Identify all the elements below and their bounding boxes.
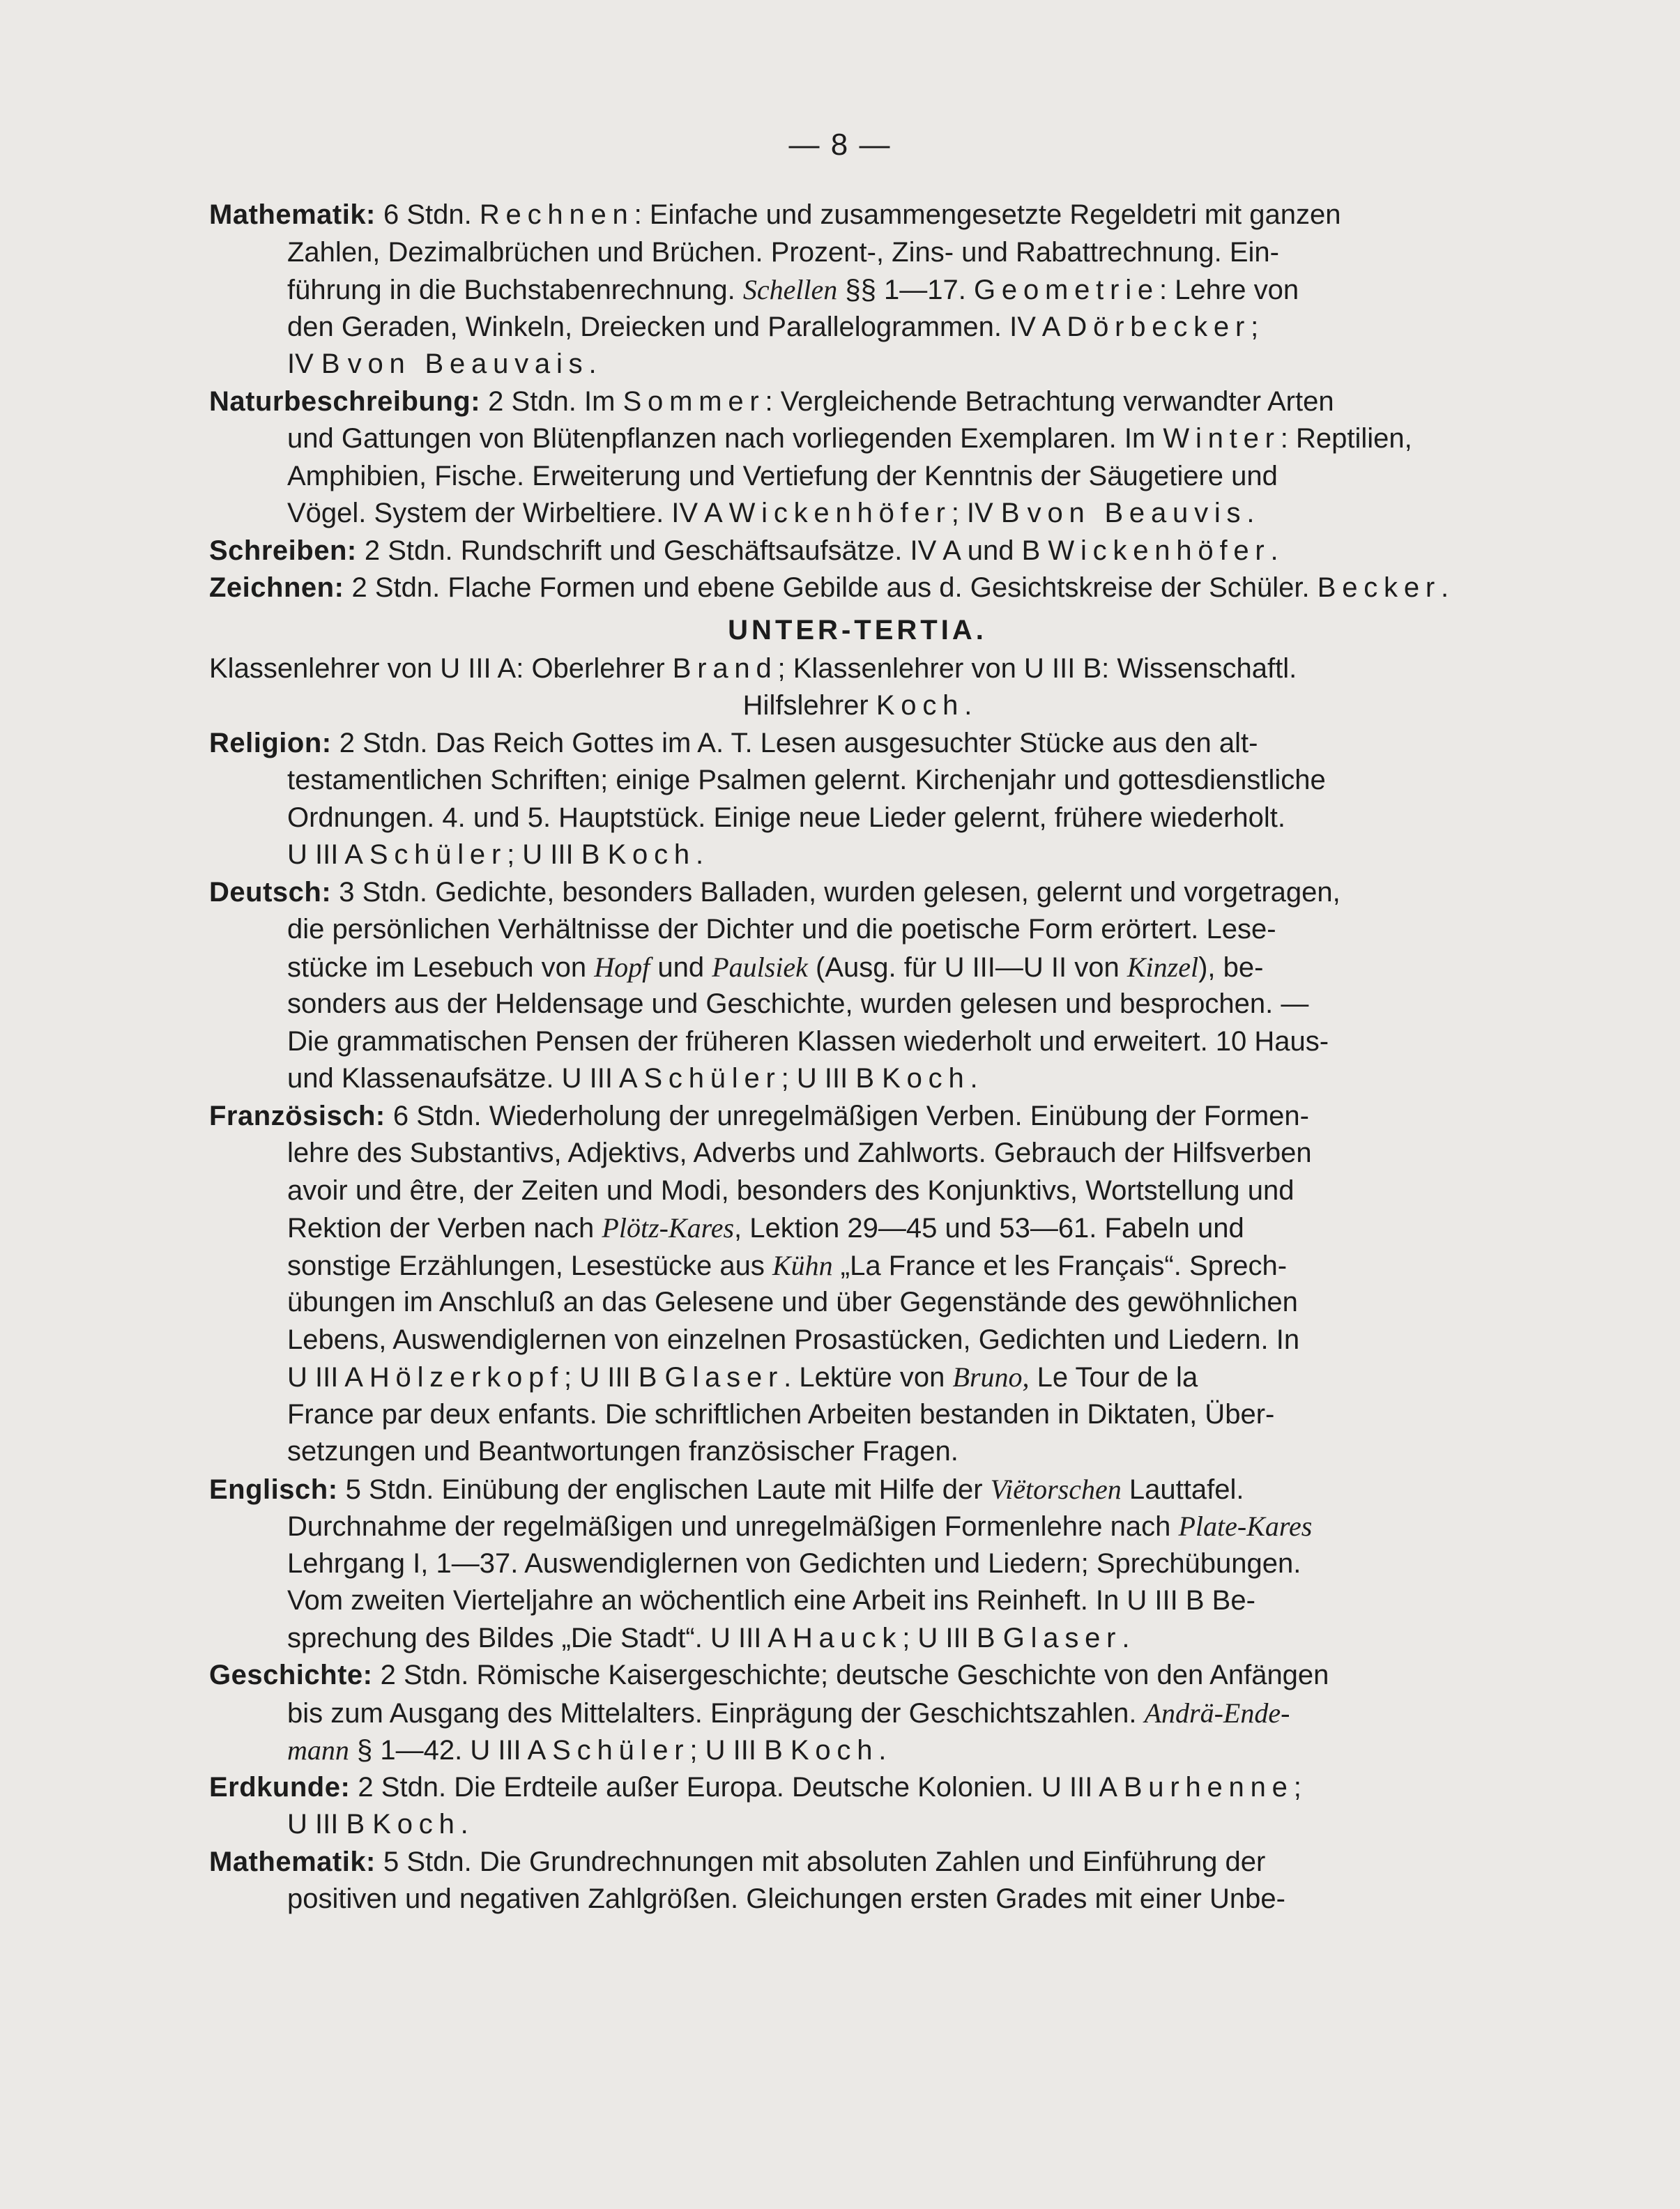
subject-label: Mathematik:: [209, 199, 376, 230]
text-line: [209, 1844, 1506, 1881]
text-line: [209, 1359, 1506, 1396]
text-segment: ; U III B: [689, 1735, 791, 1766]
text-segment: testamentlichen Schriften; einige Psalmen gelernt. Kirchenjahr und gottesdienstliche: [287, 765, 1326, 795]
text-segment: .: [695, 839, 704, 870]
text-segment: Ordnungen. 4. und 5. Hauptstück. Einige neue Lieder gelernt, frühere wiederholt.: [287, 802, 1286, 833]
text-line: [209, 1657, 1506, 1695]
text-segment: . Lektüre von: [784, 1362, 953, 1393]
text-line: [209, 762, 1506, 800]
text-segment: und: [650, 951, 712, 983]
text-line: [209, 1508, 1506, 1545]
teacher-name: Schüler: [552, 1735, 690, 1766]
book-reference: Plate-Kares: [1178, 1511, 1313, 1542]
text-segment: , Lektion 29—45 und 53—61. Fabeln und: [734, 1213, 1244, 1244]
text-segment: U III A: [287, 1362, 369, 1393]
text-segment: 6 Stdn. Wiederholung der unregelmäßigen Verben. Einübung der Formen-: [385, 1100, 1309, 1131]
teacher-name: Glaser: [664, 1362, 784, 1393]
text-segment: 3 Stdn. Gedichte, besonders Balladen, wurden gelesen, gelernt und vorgetragen,: [331, 876, 1341, 908]
text-segment: ; U III B: [564, 1362, 665, 1393]
book-reference: Paulsiek: [712, 951, 808, 983]
teacher-name: Koch: [876, 690, 965, 721]
text-line: [209, 1135, 1506, 1172]
subject-label: Geschichte:: [209, 1660, 373, 1690]
subject-label: Naturbeschreibung:: [209, 385, 481, 417]
text-segment: Durchnahme der regelmäßigen und unregelmäßigen Formenlehre nach: [287, 1511, 1179, 1542]
book-reference: Kinzel: [1127, 951, 1199, 983]
text-segment: Hilfslehrer: [742, 690, 876, 721]
text-segment: : Lehre von: [1159, 275, 1299, 305]
text-segment: (Ausg. für U III—U II von: [807, 951, 1127, 983]
text-segment: Die grammatischen Pensen der früheren Klassen wiederholt und erweitert. 10 Haus-: [287, 1025, 1329, 1057]
text-segment: stücke im Lesebuch von: [287, 951, 595, 983]
book-reference: Viëtorschen: [990, 1473, 1122, 1505]
text-line: [209, 570, 1506, 607]
subject-label: Deutsch:: [209, 876, 332, 908]
text-segment: France par deux enfants. Die schriftlichen Arbeiten bestanden in Diktaten, Über-: [287, 1398, 1275, 1430]
text-line: [209, 800, 1506, 837]
text-segment: ), be-: [1198, 951, 1264, 983]
text-segment: 2 Stdn. Römische Kaisergeschichte; deutsche Geschichte von den Anfängen: [372, 1660, 1329, 1690]
text-segment: setzungen und Beantwortungen französischer Fragen.: [287, 1436, 959, 1467]
text-line: [209, 1695, 1506, 1732]
text-segment: .: [460, 1809, 468, 1840]
text-segment: Rektion der Verben nach: [287, 1213, 602, 1244]
subject-label: Englisch:: [209, 1474, 338, 1505]
text-line: [209, 836, 1506, 874]
text-segment: ;: [1251, 311, 1259, 342]
teacher-name: Hauck: [792, 1622, 903, 1653]
teacher-name: Koch: [790, 1735, 879, 1766]
text-segment: 5 Stdn. Einübung der englischen Laute mit Hilfe der: [337, 1474, 991, 1505]
teacher-name: Winter: [1163, 423, 1281, 454]
text-segment: 5 Stdn. Die Grundrechnungen mit absoluten Zahlen und Einführung der: [375, 1846, 1266, 1877]
text-segment: ; IV B: [951, 498, 1028, 528]
text-line: [209, 1806, 1506, 1844]
subject-label: Zeichnen:: [209, 572, 344, 603]
text-segment: .: [1246, 498, 1255, 528]
text-segment: „La France et les Français“. Sprech-: [832, 1250, 1288, 1281]
teacher-name: Schüler: [369, 839, 507, 870]
text-segment: ; Klassenlehrer von U III B: Wissenschaftl.: [777, 652, 1297, 684]
text-line: [209, 1060, 1506, 1098]
text-line: [209, 234, 1506, 272]
page-number: — 8 —: [788, 128, 892, 162]
text-segment: ; U III B: [781, 1063, 883, 1094]
text-segment: 2 Stdn. Das Reich Gottes im A. T. Lesen ausgesuchter Stücke aus den alt-: [331, 727, 1258, 758]
text-segment: 2 Stdn. Im: [480, 385, 623, 417]
text-segment: Vögel. System der Wirbeltiere. IV A: [287, 498, 729, 528]
teacher-name: Becker: [1317, 572, 1442, 603]
text-line: [209, 420, 1506, 458]
subject-label: Mathematik:: [209, 1846, 376, 1877]
text-line: [209, 1396, 1506, 1434]
text-segment: 2 Stdn. Flache Formen und ebene Gebilde aus d. Gesichtskreise der Schüler.: [344, 572, 1318, 603]
text-segment: ;: [1293, 1771, 1301, 1803]
teacher-name: Sommer: [623, 385, 765, 417]
text-line: [209, 949, 1506, 986]
book-reference: mann: [287, 1734, 349, 1766]
teacher-name: von Beauvais: [347, 349, 589, 379]
subject-label: Französisch:: [209, 1100, 385, 1131]
text-segment: den Geraden, Winkeln, Dreiecken und Parallelogrammen. IV A: [287, 311, 1067, 342]
text-line: [209, 1247, 1506, 1285]
text-segment: .: [588, 349, 597, 379]
book-reference: Plötz-Kares: [602, 1212, 735, 1244]
text-line: [209, 1769, 1506, 1807]
text-line: [209, 911, 1506, 949]
book-reference: Kühn: [772, 1249, 833, 1281]
text-segment: und Gattungen von Blütenpflanzen nach vorliegenden Exemplaren. Im: [287, 423, 1163, 454]
text-line: [209, 1322, 1506, 1359]
text-segment: sonders aus der Heldensage und Geschichte, wurden gelesen und besprochen. —: [287, 988, 1309, 1019]
text-line: [209, 1881, 1506, 1918]
text-segment: bis zum Ausgang des Mittelalters. Einprägung der Geschichtszahlen.: [287, 1697, 1145, 1729]
text-segment: § 1—42. U III A: [349, 1735, 553, 1766]
text-segment: Lehrgang I, 1—37. Auswendiglernen von Gedichten und Liedern; Sprechübungen.: [287, 1547, 1301, 1579]
text-segment: Amphibien, Fische. Erweiterung und Vertiefung der Kenntnis der Säugetiere und: [287, 460, 1278, 491]
text-segment: 2 Stdn. Die Erdteile außer Europa. Deutsche Kolonien. U III A: [350, 1771, 1124, 1803]
text-line: [209, 197, 1506, 234]
teacher-name: Dörbecker: [1067, 311, 1251, 342]
text-segment: Zahlen, Dezimalbrüchen und Brüchen. Prozent-, Zins- und Rabattrechnung. Ein-: [287, 236, 1279, 268]
teacher-name: Geometrie: [974, 275, 1159, 305]
text-segment: positiven und negativen Zahlgrößen. Gleichungen ersten Grades mit einer Unbe-: [287, 1883, 1285, 1914]
text-line: [209, 1023, 1506, 1061]
text-segment: IV B: [287, 349, 348, 379]
text-line: [209, 1471, 1506, 1508]
text-segment: .: [878, 1735, 887, 1766]
text-segment: Lauttafel.: [1121, 1474, 1244, 1505]
text-segment: führung in die Buchstabenrechnung.: [287, 275, 743, 305]
text-line: [209, 986, 1506, 1023]
teacher-name: Koch: [372, 1809, 461, 1840]
teacher-name: Hölzerkopf: [369, 1362, 565, 1393]
text-segment: U III B: [287, 1809, 373, 1840]
text-segment: sprechung des Bildes „Die Stadt“. U III A: [287, 1622, 793, 1653]
text-line: [209, 1284, 1506, 1322]
book-reference: Andrä-Ende-: [1144, 1697, 1290, 1729]
subject-label: Schreiben:: [209, 535, 357, 566]
teacher-name: Burhenne: [1123, 1771, 1294, 1803]
text-segment: 6 Stdn.: [375, 199, 480, 230]
text-segment: : Reptilien,: [1280, 423, 1412, 454]
text-line: [209, 1209, 1506, 1247]
text-line: [209, 533, 1506, 570]
text-segment: .: [964, 690, 972, 721]
text-segment: Le Tour de la: [1029, 1362, 1198, 1393]
text-line: [209, 346, 1506, 383]
text-segment: .: [1441, 572, 1449, 603]
teacher-name: Wickenhöfer: [728, 498, 952, 528]
text-line: [209, 725, 1506, 763]
teacher-name: Wickenhöfer: [1048, 535, 1271, 566]
teacher-name: Brand: [672, 652, 778, 684]
text-line: [209, 1732, 1506, 1769]
text-segment: 2 Stdn. Rundschrift und Geschäftsaufsätze. IV A und B: [356, 535, 1048, 566]
text-line: [209, 1433, 1506, 1471]
text-line: [209, 1545, 1506, 1583]
text-line: [209, 271, 1506, 309]
text-segment: sonstige Erzählungen, Lesestücke aus: [287, 1250, 772, 1281]
text-segment: übungen im Anschluß an das Gelesene und über Gegenstände des gewöhnlichen: [287, 1287, 1298, 1317]
text-line: [209, 1582, 1506, 1620]
text-line: [209, 874, 1506, 912]
text-segment: §§ 1—17.: [837, 275, 974, 305]
book-reference: Schellen: [742, 274, 838, 305]
text-segment: .: [1270, 535, 1278, 566]
text-line: [209, 1172, 1506, 1210]
text-line: [209, 687, 1506, 725]
text-segment: die persönlichen Verhältnisse der Dichter und die poetische Form erörtert. Lese-: [287, 914, 1276, 945]
text-segment: Klassenlehrer von U III A: Oberlehrer: [209, 652, 673, 684]
text-segment: Lebens, Auswendiglernen von einzelnen Prosastücken, Gedichten und Liedern. In: [287, 1324, 1300, 1355]
text-segment: avoir und être, der Zeiten und Modi, besonders des Konjunktivs, Wortstellung und: [287, 1175, 1295, 1206]
text-segment: Vom zweiten Vierteljahre an wöchentlich eine Arbeit ins Reinheft. In U III B Be-: [287, 1585, 1255, 1616]
teacher-name: Koch: [882, 1063, 970, 1094]
text-line: [209, 309, 1506, 346]
subject-label: Religion:: [209, 727, 332, 758]
subject-label: Erdkunde:: [209, 1771, 351, 1803]
text-segment: ; U III B: [507, 839, 608, 870]
teacher-name: von Beauvis: [1027, 498, 1247, 528]
text-segment: .: [1122, 1622, 1130, 1653]
text-segment: und Klassenaufsätze. U III A: [287, 1063, 644, 1094]
teacher-name: Glaser: [1002, 1622, 1122, 1653]
document-body: [209, 197, 1506, 1918]
text-line: [209, 458, 1506, 496]
teacher-name: Koch: [607, 839, 696, 870]
text-segment: ; U III B: [902, 1622, 1003, 1653]
text-segment: U III A: [287, 839, 369, 870]
text-line: [209, 383, 1506, 421]
book-reference: Hopf: [594, 951, 650, 983]
book-reference: Bruno,: [952, 1361, 1030, 1393]
text-segment: : Vergleichende Betrachtung verwandter Arten: [765, 385, 1334, 417]
text-line: [209, 1098, 1506, 1136]
text-line: [209, 1620, 1506, 1658]
teacher-name: Rechnen: [479, 199, 634, 230]
text-segment: .: [970, 1063, 978, 1094]
section-heading: UNTER-TERTIA.: [728, 614, 987, 645]
text-line: [209, 495, 1506, 533]
text-line: [209, 650, 1506, 688]
text-segment: lehre des Substantivs, Adjektivs, Adverbs und Zahlworts. Gebrauch der Hilfsverben: [287, 1138, 1312, 1168]
teacher-name: Schüler: [643, 1063, 781, 1094]
text-segment: : Einfache und zusammengesetzte Regeldetri mit ganzen: [634, 199, 1341, 230]
